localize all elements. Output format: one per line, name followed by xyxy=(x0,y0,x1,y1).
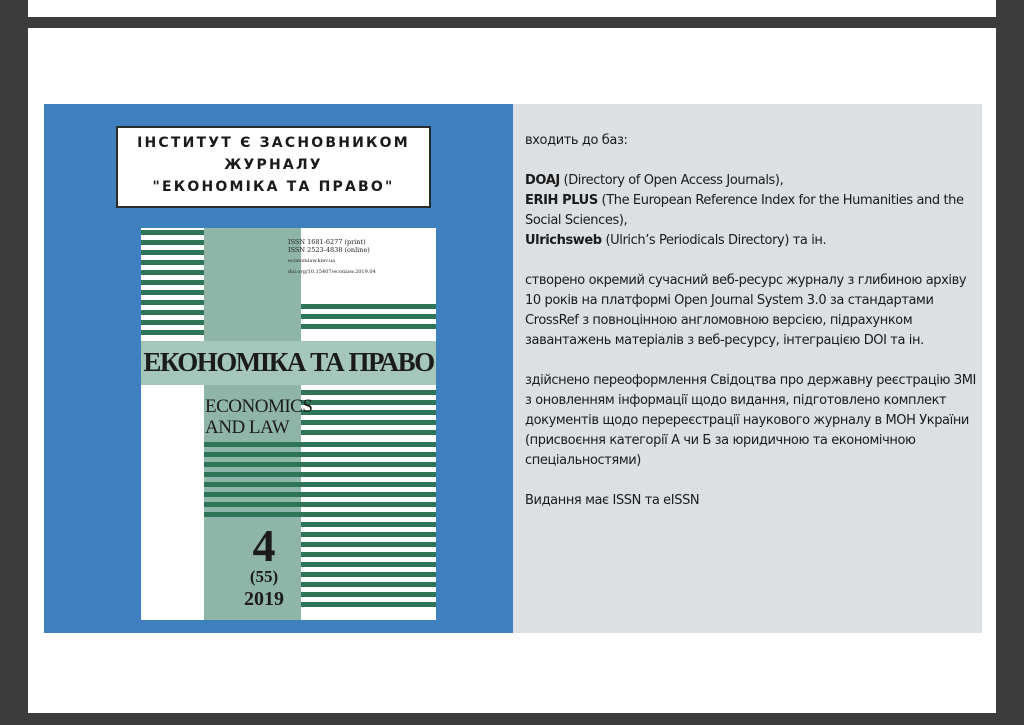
journal-cover-image xyxy=(141,228,436,620)
cover-stripe xyxy=(301,532,436,537)
cover-stripe xyxy=(301,552,436,557)
cover-website: economlaw.kiev.ua xyxy=(288,258,336,264)
cover-stripe xyxy=(301,582,436,587)
database-ulrichsweb xyxy=(525,231,980,251)
database-ulrichsweb-desc: (Ulrich’s Periodicals Directory) та ін. xyxy=(601,233,827,248)
cover-stripe xyxy=(301,314,436,319)
cover-stripe xyxy=(141,240,204,245)
cover-year: 2019 xyxy=(244,588,284,610)
cover-stripe xyxy=(141,320,204,325)
cover-title-en-line-2: AND LAW xyxy=(205,417,290,438)
cover-stripe xyxy=(141,270,204,275)
issn-paragraph: Видання має ISSN та eISSN xyxy=(525,493,700,508)
cover-doi: doi.org/10.15407/econlaw.2019.04 xyxy=(288,269,376,275)
cover-stripe xyxy=(204,512,436,517)
cover-stripe xyxy=(204,482,436,487)
cover-stripe xyxy=(204,502,436,507)
cover-number: 4 xyxy=(252,520,276,571)
database-doaj xyxy=(525,171,980,191)
database-erih xyxy=(525,191,980,231)
cover-stripe xyxy=(141,290,204,295)
cover-stripe xyxy=(141,250,204,255)
cover-stripe xyxy=(141,300,204,305)
cover-stripe xyxy=(204,472,436,477)
database-erih-desc: (The European Reference Index for the Humanities and the Social Sciences), xyxy=(525,193,964,228)
cover-title-en-line-1: ECONOMICS xyxy=(205,396,313,417)
cover-stripe xyxy=(204,442,436,447)
right-panel xyxy=(513,104,982,633)
cover-stripe xyxy=(301,562,436,567)
registration-paragraph: здійснено переоформлення Свідоцтва про державну реєстрацію ЗМІ з оновленням інформації щодо видання, підготовлено комплект документів щодо перереєстрації наукового журналу в МОН України (присвоєння категорії А чи Б за юридичною та економічною спеціальностями) xyxy=(525,373,976,468)
institute-title-box xyxy=(116,126,431,208)
cover-issue: (55) xyxy=(249,567,279,586)
cover-stripe xyxy=(141,330,204,335)
title-line-1: ІНСТИТУТ Є ЗАСНОВНИКОМ xyxy=(137,135,410,151)
cover-stripe xyxy=(141,280,204,285)
cover-stripe xyxy=(301,304,436,309)
cover-stripe xyxy=(141,230,204,235)
cover-stripe xyxy=(204,462,436,467)
database-erih-name: ERIH PLUS xyxy=(525,193,598,208)
databases-intro: входить до баз: xyxy=(525,133,628,148)
cover-stripe xyxy=(204,492,436,497)
cover-title-ua: ЕКОНОМІКА ТА ПРАВО xyxy=(143,347,434,377)
cover-issn-online: ISSN 2523-4838 (online) xyxy=(288,246,370,254)
cover-stripe xyxy=(301,324,436,329)
cover-title-en xyxy=(205,396,325,438)
title-line-3: "ЕКОНОМІКА ТА ПРАВО" xyxy=(152,179,395,195)
database-ulrichsweb-name: Ulrichsweb xyxy=(525,233,602,248)
cover-metadata xyxy=(288,238,428,276)
journal-info-text xyxy=(525,131,980,511)
cover-issn-print: ISSN 1681-6277 (print) xyxy=(288,238,366,246)
cover-stripe xyxy=(301,572,436,577)
cover-stripe xyxy=(141,260,204,265)
cover-stripe xyxy=(301,592,436,597)
cover-stripe xyxy=(301,390,436,395)
cover-stripe xyxy=(204,452,436,457)
previous-slide-edge xyxy=(28,0,996,17)
cover-stripe xyxy=(301,522,436,527)
database-doaj-name: DOAJ xyxy=(525,173,560,188)
cover-stripe xyxy=(301,602,436,607)
cover-stripe xyxy=(141,310,204,315)
left-panel xyxy=(44,104,513,633)
database-doaj-desc: (Directory of Open Access Journals), xyxy=(559,173,784,188)
title-line-2: ЖУРНАЛУ xyxy=(224,157,323,173)
cover-stripe xyxy=(301,542,436,547)
slide xyxy=(28,28,996,713)
web-resource-paragraph: створено окремий сучасний веб-ресурс журналу з глибиною архіву 10 років на платформі Open Journal System 3.0 за стандартами CrossRef з повноцінною англомовною версією, підрахунком завантажень матеріалів з веб-ресурсу, інтеграцією DOI та ін. xyxy=(525,273,967,348)
